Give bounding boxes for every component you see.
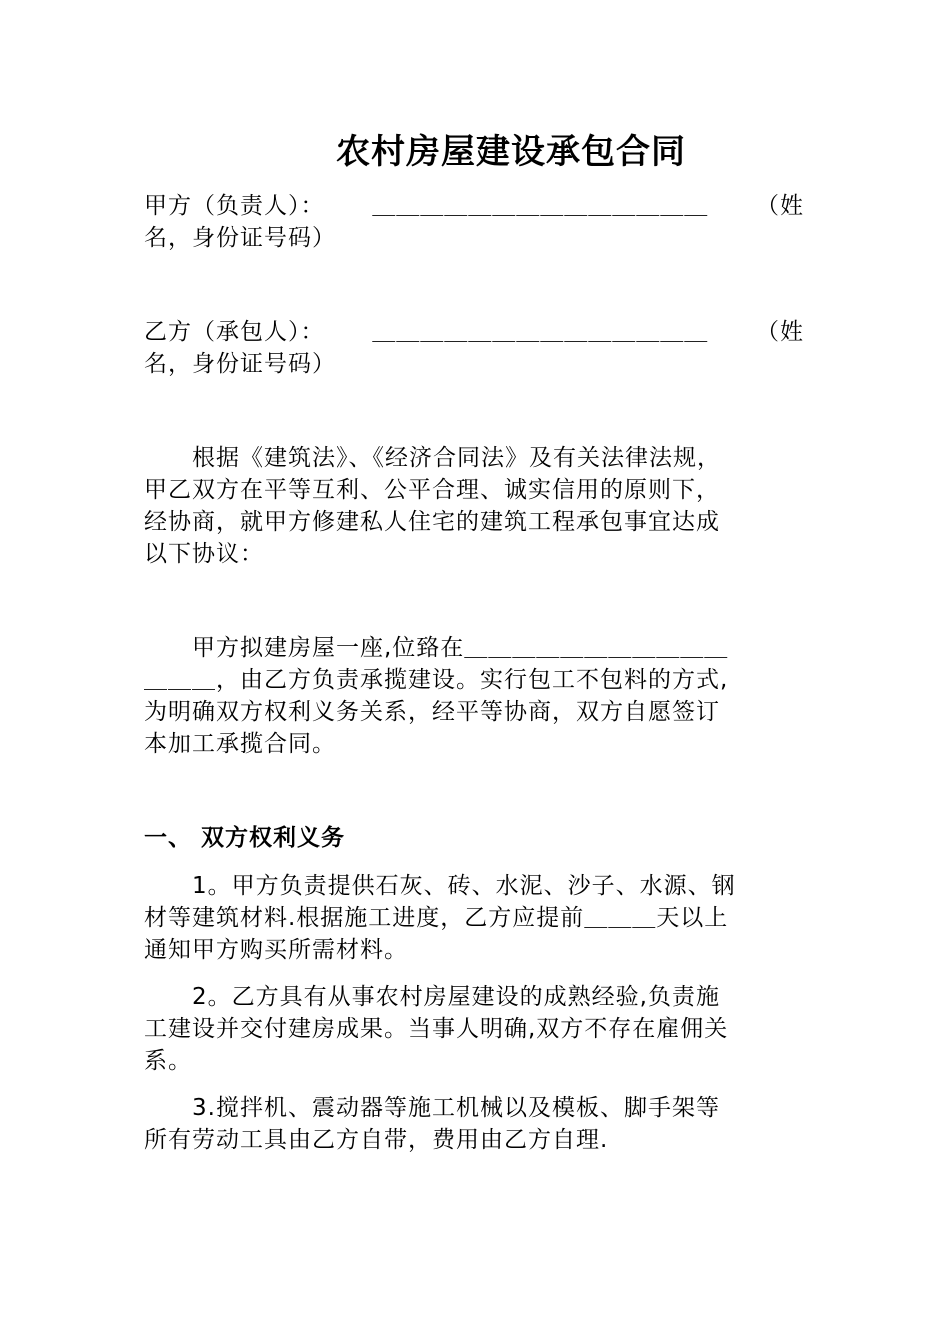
location-line: 甲方拟建房屋一座,位臵在＿＿＿＿＿＿＿＿＿＿＿ — [192, 635, 729, 661]
clause-line: 工建设并交付建房成果。当事人明确,双方不存在雇佣关 — [144, 1016, 729, 1042]
intro-line: 经协商，就甲方修建私人住宅的建筑工程承包事宜达成 — [144, 509, 720, 535]
location-paragraph — [144, 632, 804, 760]
party-b-suffix: （姓 — [756, 319, 804, 345]
clause-line: 2。乙方具有从事农村房屋建设的成熟经验,负责施 — [192, 984, 720, 1010]
intro-paragraph — [144, 442, 804, 570]
party-a-label: 甲方（负责人）： — [144, 193, 325, 219]
party-a-paragraph — [144, 190, 804, 254]
clause-line: 1。甲方负责提供石灰、砖、水泥、沙子、水源、钢 — [192, 873, 736, 899]
location-line: 为明确双方权利义务关系，经平等协商，双方自愿签订 — [144, 699, 720, 725]
intro-line: 根据《建筑法》、《经济合同法》及有关法律法规， — [192, 445, 721, 471]
party-b-blank: ＿＿＿＿＿＿＿＿＿＿＿＿＿＿ — [372, 319, 709, 345]
location-line: 本加工承揽合同。 — [144, 731, 336, 757]
clause-line: 系。 — [144, 1048, 192, 1074]
party-b-label: 乙方（承包人）： — [144, 319, 325, 345]
intro-line: 以下协议： — [144, 541, 264, 567]
document-title: 农村房屋建设承包合同 — [336, 132, 686, 172]
clause-line: 3.搅拌机、震动器等施工机械以及模板、脚手架等 — [192, 1095, 720, 1121]
party-b-row — [144, 316, 804, 348]
clause-2 — [144, 981, 804, 1077]
clause-3 — [144, 1092, 804, 1156]
section-heading: 一、 双方权利义务 — [144, 825, 346, 851]
clause-line: 所有劳动工具由乙方自带，费用由乙方自理. — [144, 1127, 609, 1153]
party-a-row — [144, 190, 804, 222]
party-b-line2: 名，身份证号码） — [144, 351, 336, 377]
clause-1 — [144, 870, 804, 966]
party-b-paragraph — [144, 316, 804, 380]
party-a-line2: 名，身份证号码） — [144, 225, 336, 251]
location-line: ＿＿＿，由乙方负责承揽建设。实行包工不包料的方式, — [144, 667, 729, 693]
clause-line: 通知甲方购买所需材料。 — [144, 937, 408, 963]
party-a-suffix: （姓 — [756, 193, 804, 219]
party-a-blank: ＿＿＿＿＿＿＿＿＿＿＿＿＿＿ — [372, 193, 709, 219]
clause-line: 材等建筑材料.根据施工进度，乙方应提前＿＿＿天以上 — [144, 905, 729, 931]
intro-line: 甲乙双方在平等互利、公平合理、诚实信用的原则下， — [144, 477, 720, 503]
